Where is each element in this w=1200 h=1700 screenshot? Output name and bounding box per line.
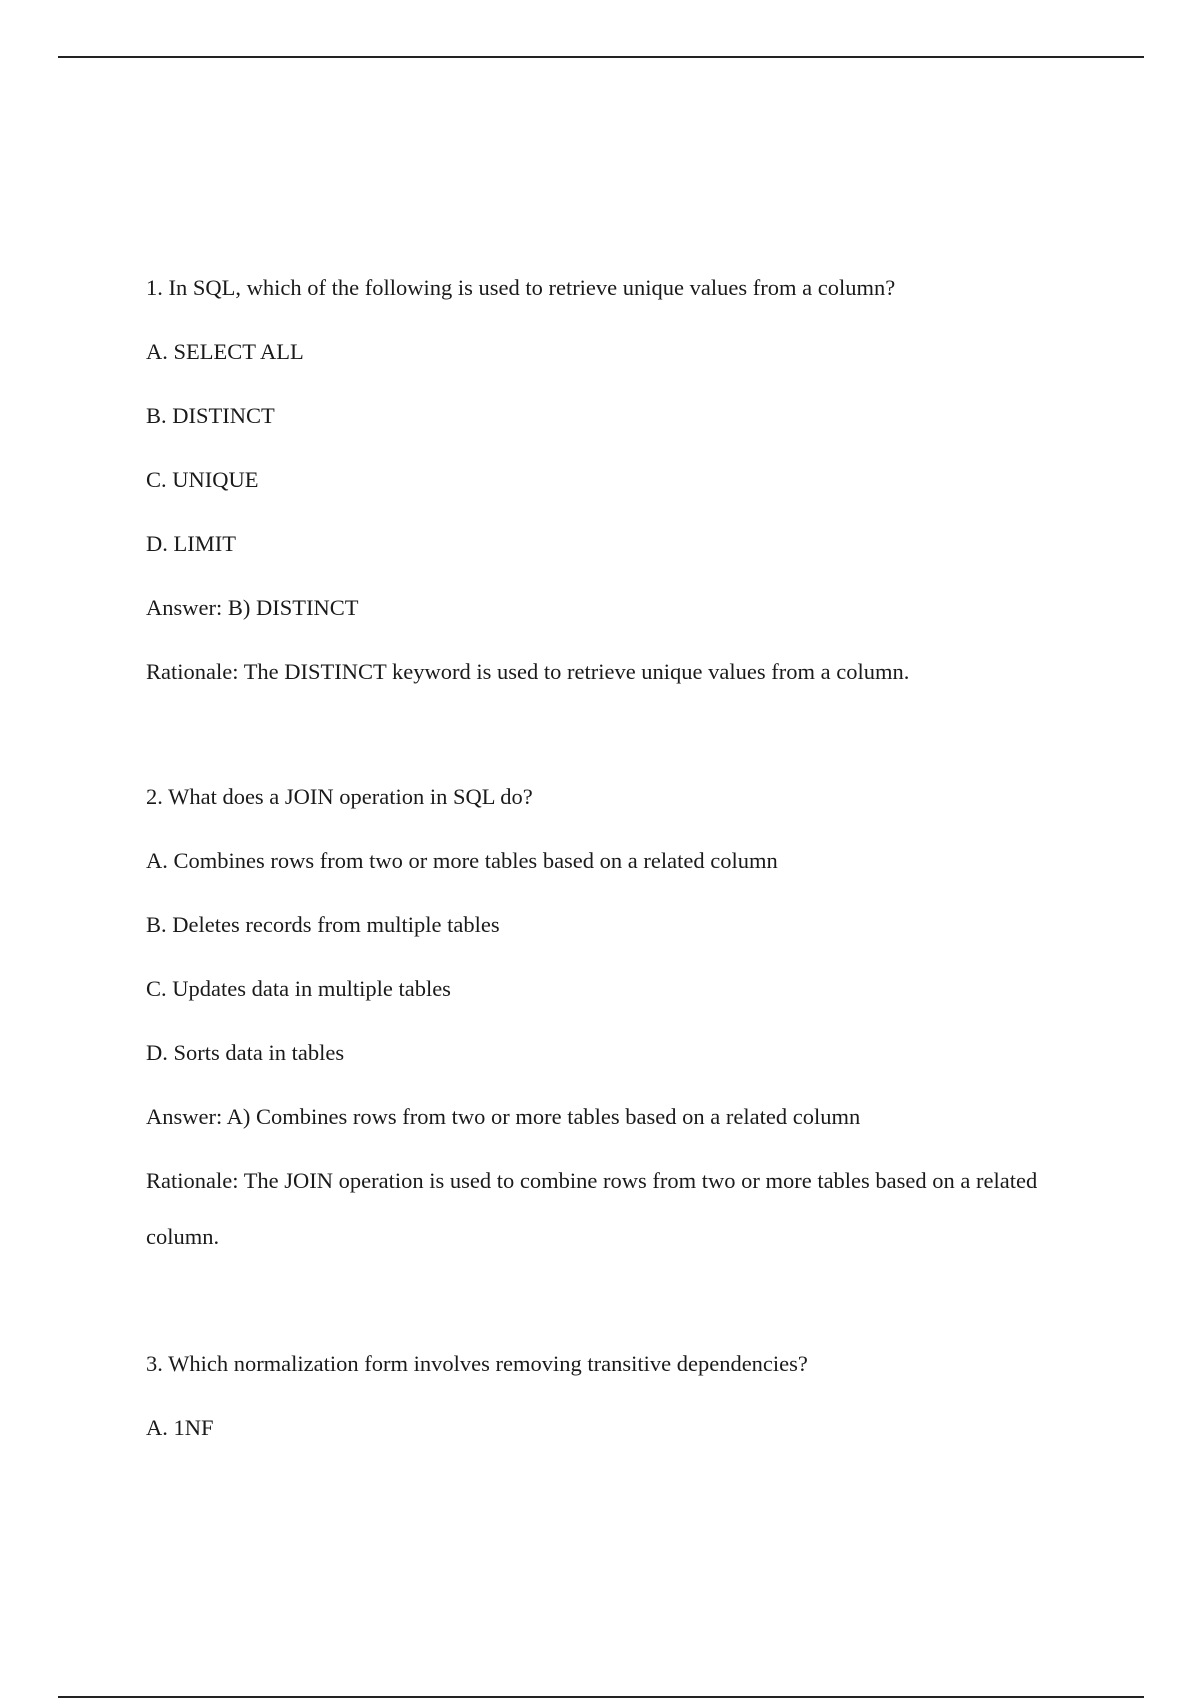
- rationale-text: Rationale: The DISTINCT keyword is used to retrieve unique values from a column.: [146, 659, 910, 684]
- option-c: C. UNIQUE: [146, 467, 259, 492]
- header-rule: [58, 56, 1144, 58]
- option-b: B. Deletes records from multiple tables: [146, 912, 500, 937]
- answer-text: Answer: A) Combines rows from two or more tables based on a related column: [146, 1104, 861, 1129]
- rationale-text: Rationale: The JOIN operation is used to combine rows from two or more tables based on a related column.: [146, 1168, 1038, 1249]
- option-a: A. SELECT ALL: [146, 339, 304, 364]
- question-text: 3. Which normalization form involves removing transitive dependencies?: [146, 1351, 808, 1376]
- option-a: A. 1NF: [146, 1415, 214, 1440]
- option-b: B. DISTINCT: [146, 403, 275, 428]
- question-text: 2. What does a JOIN operation in SQL do?: [146, 784, 533, 809]
- answer-text: Answer: B) DISTINCT: [146, 595, 359, 620]
- option-d: D. Sorts data in tables: [146, 1040, 345, 1065]
- question-block-1: [146, 274, 1066, 722]
- footer-rule: [58, 1696, 1144, 1698]
- question-text: 1. In SQL, which of the following is used to retrieve unique values from a column?: [146, 275, 896, 300]
- question-block-3: [146, 1350, 1066, 1478]
- option-a: A. Combines rows from two or more tables based on a related column: [146, 848, 778, 873]
- option-c: C. Updates data in multiple tables: [146, 976, 451, 1001]
- question-block-2: [146, 783, 1066, 1301]
- option-d: D. LIMIT: [146, 531, 236, 556]
